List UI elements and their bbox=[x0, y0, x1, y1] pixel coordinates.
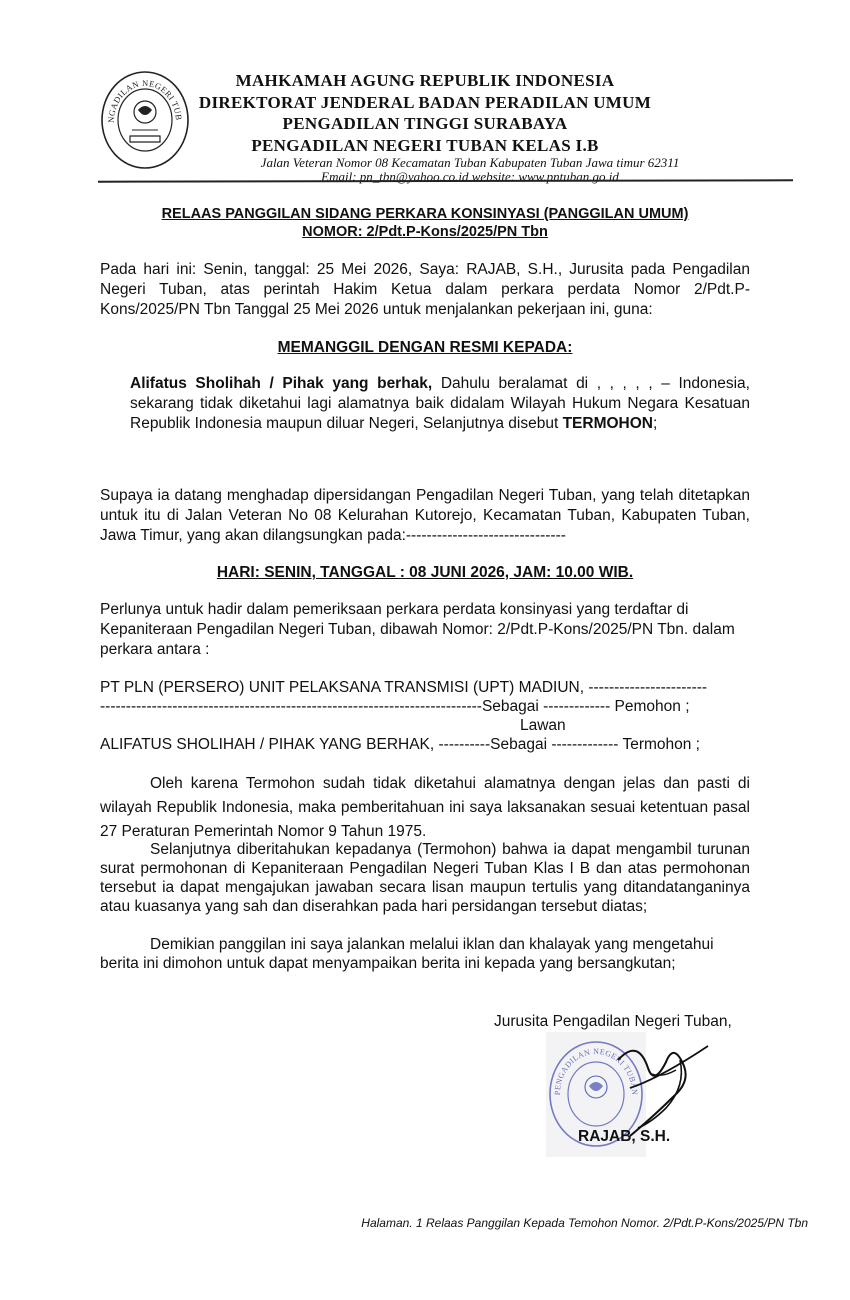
intro-paragraph: Pada hari ini: Senin, tanggal: 25 Mei 2026, Saya: RAJAB, S.H., Jurusita pada Pengadilan Negeri Tuban, atas perintah Hakim Ketua dalam perkara perdata Nomor 2/Pdt.P-Kons/2025/PN Tbn Tanggal 25 Mei 2026 untuk menjalankan pekerjaan ini, guna: bbox=[100, 261, 750, 318]
purpose-paragraph: Perlunya untuk hadir dalam pemeriksaan perkara perdata konsinyasi yang terdaftar di Kepaniteraan Pengadilan Negeri Tuban, dibawah Nomor: 2/Pdt.P-Kons/2025/PN Tbn. dalam perkara antara : bbox=[100, 601, 735, 658]
letterhead-line-1: MAHKAMAH AGUNG REPUBLIK INDONESIA bbox=[235, 71, 615, 90]
venue-paragraph: Supaya ia datang menghadap dipersidangan Pengadilan Negeri Tuban, yang telah ditetapkan untuk itu di Jalan Veteran No 08 Kelurahan Kutorejo, Kecamatan Tuban, Kabupaten Tuban, Jawa Timur, yang akan dilangsungkan pada:------------------------------- bbox=[100, 487, 750, 544]
document-title: RELAAS PANGGILAN SIDANG PERKARA KONSINYASI (PANGGILAN UMUM) bbox=[161, 206, 689, 222]
petitioner-line-1: PT PLN (PERSERO) UNIT PELAKSANA TRANSMISI (UPT) MADIUN, ----------------------- bbox=[100, 679, 708, 696]
letterhead-contact: Email: pn_tbn@yahoo.co.id website: www.pntuban.go.id bbox=[321, 169, 619, 184]
signature-office: Jurusita Pengadilan Negeri Tuban, bbox=[494, 1013, 732, 1030]
document-number: NOMOR: 2/Pdt.P-Kons/2025/PN Tbn bbox=[302, 224, 548, 240]
addressee-role: TERMOHON bbox=[562, 415, 653, 432]
respondent-line: ALIFATUS SHOLIHAH / PIHAK YANG BERHAK, ----------Sebagai ------------- Termohon ; bbox=[100, 736, 700, 753]
letterhead-line-4: PENGADILAN NEGERI TUBAN KELAS I.B bbox=[251, 136, 599, 155]
closing-paragraph-1: Oleh karena Termohon sudah tidak diketahui alamatnya dengan jelas dan pasti di wilayah Republik Indonesia, maka pemberitahuan ini saya laksanakan sesuai ketentuan pasal 27 Peraturan Pemerintah Nomor 9 Tahun 1975. bbox=[100, 775, 750, 840]
letterhead-line-2: DIREKTORAT JENDERAL BADAN PERADILAN UMUM bbox=[198, 93, 652, 112]
addressee-text: Dahulu beralamat di , , , , , – Indonesia, sekarang tidak diketahui lagi alamatnya baik didalam Wilayah Hukum Negara Kesatuan Republik Indonesia maupun diluar Negeri, Selanjutnya disebut bbox=[130, 375, 750, 432]
addressee-end: ; bbox=[652, 415, 658, 432]
signature-name: RAJAB, S.H. bbox=[578, 1128, 671, 1145]
svg-text:PENGADILAN NEGERI TUBAN: PENGADILAN NEGERI TUBAN bbox=[552, 1046, 640, 1096]
addressee-name: Alifatus Sholihah / Pihak yang berhak, bbox=[130, 375, 433, 392]
schedule-heading: HARI: SENIN, TANGGAL : 08 JUNI 2026, JAM: 10.00 WIB. bbox=[216, 564, 634, 581]
page-footer: Halaman. 1 Relaas Panggilan Kepada Temohon Nomor. 2/Pdt.P-Kons/2025/PN Tbn bbox=[361, 1216, 808, 1230]
petitioner-line-2: --------------------------------------------------------------------------Sebagai ------------- Pemohon ; bbox=[100, 698, 690, 715]
letterhead-line-3: PENGADILAN TINGGI SURABAYA bbox=[282, 114, 568, 133]
closing-paragraph-3: Demikian panggilan ini saya jalankan melalui iklan dan khalayak yang mengetahui berita ini dimohon untuk dapat menyampaikan berita ini kepada yang bersangkutan; bbox=[100, 936, 714, 972]
letterhead-address: Jalan Veteran Nomor 08 Kecamatan Tuban Kabupaten Tuban Jawa timur 62311 bbox=[260, 155, 680, 170]
closing-paragraph-2: Selanjutnya diberitahukan kepadanya (Termohon) bahwa ia dapat mengambil turunan surat permohonan di Kepaniteraan Pengadilan Negeri Tuban Klas I B dan atas permohonan tersebut ia dapat mengajukan jawaban secara lisan maupun tertulis yang ditandatanganinya atau kuasanya yang sah dan diserahkan pada hari persidangan tersebut diatas; bbox=[100, 841, 750, 915]
versus-label: Lawan bbox=[520, 717, 566, 734]
addressee-paragraph bbox=[130, 374, 750, 434]
handwritten-signature bbox=[570, 1030, 720, 1140]
svg-text:PENGADILAN NEGERI TUBAN: NGADILAN NEGERI TUB bbox=[105, 77, 185, 124]
summon-heading: MEMANGGIL DENGAN RESMI KEPADA: bbox=[277, 339, 573, 356]
